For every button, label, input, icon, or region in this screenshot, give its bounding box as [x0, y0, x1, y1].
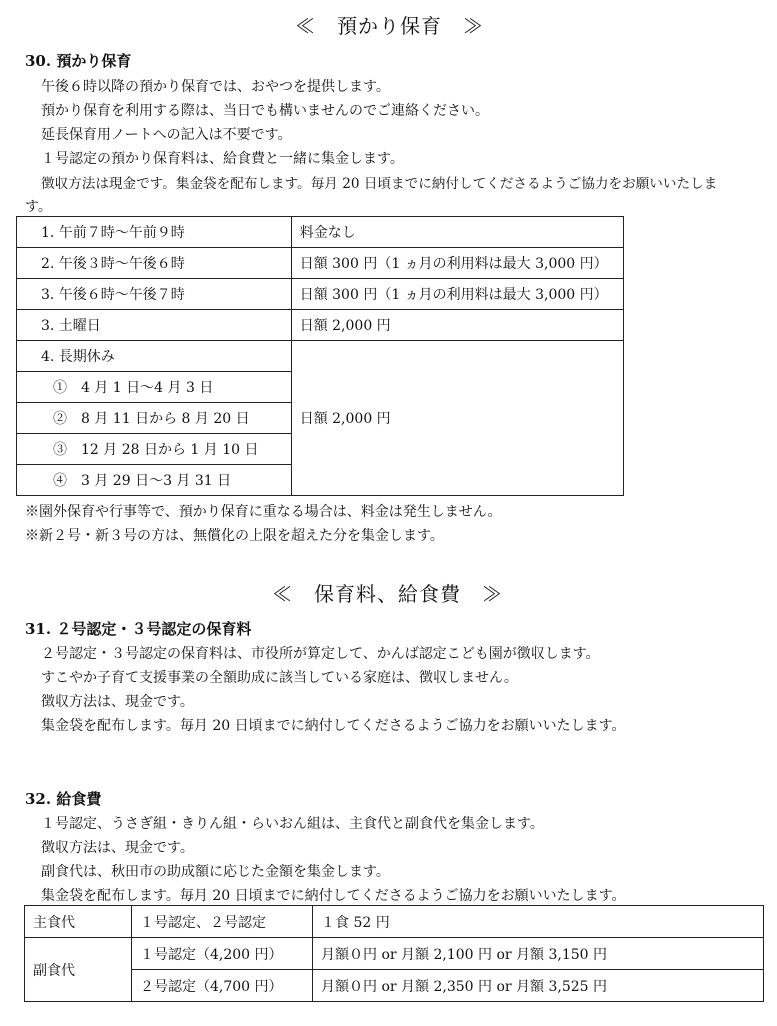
paragraph: 副食代は、秋田市の助成額に応じた金額を集金します。 — [41, 864, 390, 880]
table-cell-fee: 日額 300 円（1 ヵ月の利用料は最大 3,000 円） — [291, 248, 623, 279]
table-cell-period: ② 8 月 11 日から 8 月 20 日 — [17, 403, 292, 434]
paragraph: 徴収方法は現金です。集金袋を配布します。毎月 20 日頃までに納付してくださるようご協力をお願いいたしま — [41, 176, 718, 192]
paragraph: 徴収方法は、現金です。 — [41, 694, 194, 710]
table-row — [17, 310, 624, 341]
paragraph: 延長保育用ノートへの記入は不要です。 — [41, 127, 292, 143]
table-cell-type: ２号認定（4,700 円） — [132, 970, 313, 1002]
table-cell-fee: 日額 300 円（1 ヵ月の利用料は最大 3,000 円） — [291, 279, 623, 310]
paragraph: １号認定の預かり保育料は、給食費と一緒に集金します。 — [41, 151, 404, 167]
paragraph: すこやか子育て支援事業の全額助成に該当している家庭は、徴収しません。 — [41, 670, 518, 686]
table-cell-fee: 日額 2,000 円 — [291, 310, 623, 341]
table-row — [17, 279, 624, 310]
note: ※園外保育や行事等で、預かり保育に重なる場合は、料金は発生しません。 — [25, 504, 502, 520]
table-row — [25, 906, 764, 938]
table-cell-category: 主食代 — [25, 906, 132, 938]
item-32-title: 32. 給食費 — [25, 790, 102, 808]
paragraph: 集金袋を配布します。毎月 20 日頃までに納付してくださるようご協力をお願いいたします。 — [41, 718, 626, 734]
item-30-title: 30. 預かり保育 — [25, 52, 132, 70]
section-heading-azukari: ≪ 預かり保育 ≫ — [295, 14, 484, 38]
table-cell-amount: 月額０円 or 月額 2,350 円 or 月額 3,525 円 — [313, 970, 764, 1002]
table-cell-label: 3. 午後６時～午後７時 — [17, 279, 292, 310]
meal-fee-table — [24, 905, 764, 1002]
paragraph: 午後６時以降の預かり保育では、おやつを提供します。 — [41, 79, 390, 95]
table-cell-label: 3. 土曜日 — [17, 310, 292, 341]
paragraph: す。 — [25, 199, 52, 215]
section-heading-hoikuryo: ≪ 保育料、給食費 ≫ — [272, 582, 503, 606]
table-cell-period: ① 4 月 1 日～4 月 3 日 — [17, 372, 292, 403]
table-cell-category: 副食代 — [25, 938, 132, 1002]
paragraph: ２号認定・３号認定の保育料は、市役所が算定して、かんば認定こども園が徴収します。 — [41, 646, 600, 662]
azukari-fee-table — [16, 216, 624, 496]
table-cell-label: 2. 午後３時～午後６時 — [17, 248, 292, 279]
table-cell-label: 1. 午前７時～午前９時 — [17, 217, 292, 248]
note: ※新２号・新３号の方は、無償化の上限を超えた分を集金します。 — [25, 528, 444, 544]
table-row — [25, 970, 764, 1002]
table-cell-type: １号認定（4,200 円） — [132, 938, 313, 970]
paragraph: 集金袋を配布します。毎月 20 日頃までに納付してくださるようご協力をお願いいたします。 — [41, 888, 626, 904]
table-row — [17, 341, 624, 372]
item-31-title: 31. ２号認定・３号認定の保育料 — [25, 620, 252, 638]
table-cell-fee: 料金なし — [291, 217, 623, 248]
table-cell-amount: 月額０円 or 月額 2,100 円 or 月額 3,150 円 — [313, 938, 764, 970]
table-cell-period: ③ 12 月 28 日から 1 月 10 日 — [17, 434, 292, 465]
table-cell-label: 4. 長期休み — [17, 341, 292, 372]
paragraph: 預かり保育を利用する際は、当日でも構いませんのでご連絡ください。 — [41, 103, 489, 119]
table-row — [17, 248, 624, 279]
table-cell-fee: 日額 2,000 円 — [291, 341, 623, 496]
table-row — [17, 217, 624, 248]
paragraph: 徴収方法は、現金です。 — [41, 840, 194, 856]
table-cell-type: １号認定、２号認定 — [132, 906, 313, 938]
paragraph: １号認定、うさぎ組・きりん組・らいおん組は、主食代と副食代を集金します。 — [41, 816, 544, 832]
table-row — [25, 938, 764, 970]
table-cell-amount: １食 52 円 — [313, 906, 764, 938]
table-cell-period: ④ 3 月 29 日～3 月 31 日 — [17, 465, 292, 496]
